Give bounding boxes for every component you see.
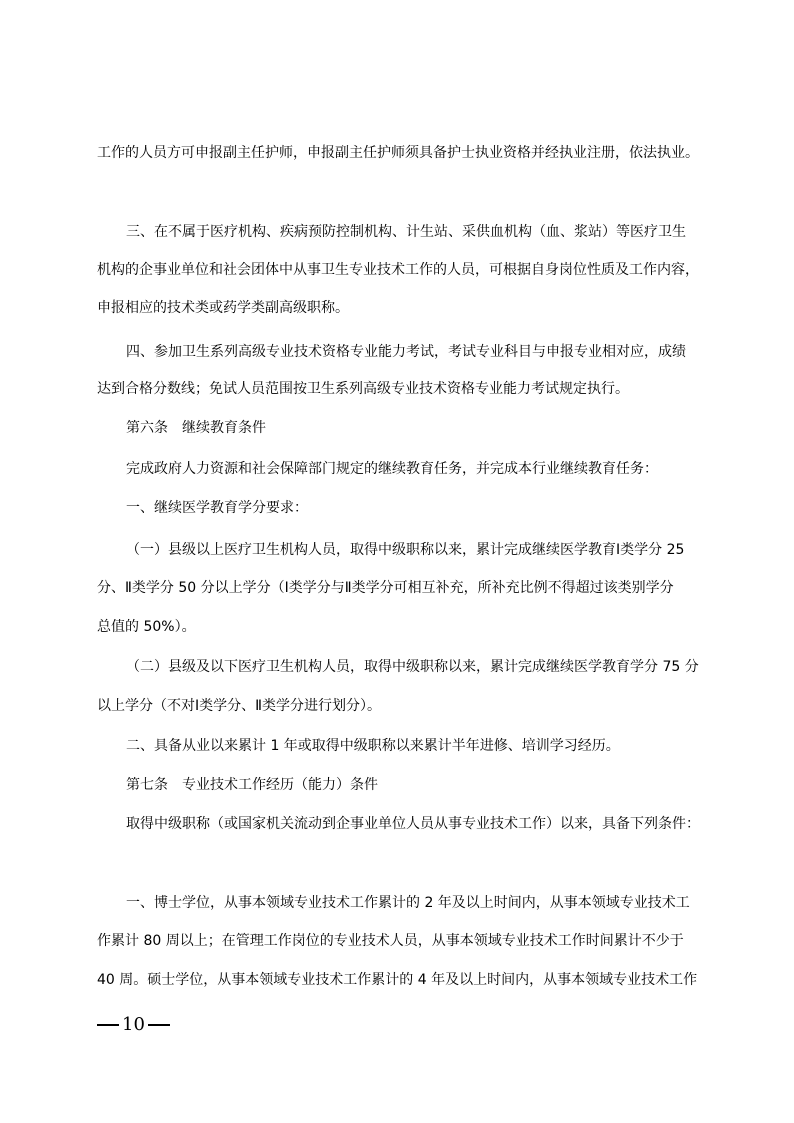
paragraph-line: 一、博士学位，从事本领域专业技术工作累计的 2 年及以上时间内，从事本领域专业技术工 [126, 895, 690, 911]
section-heading: 第六条 继续教育条件 [126, 420, 266, 436]
paragraph-line: 取得中级职称（或国家机关流动到企事业单位人员从事专业技术工作）以来，具备下列条件： [126, 816, 700, 832]
paragraph-line: （一）县级以上医疗卫生机构人员，取得中级职称以来，累计完成继续医学教育Ⅰ类学分 25 [126, 542, 685, 558]
page-number-value: 10 [122, 1014, 145, 1035]
paragraph-line: 以上学分（不对Ⅰ类学分、Ⅱ类学分进行划分）。 [97, 698, 382, 714]
paragraph-line: 三、在不属于医疗机构、疾病预防控制机构、计生站、采供血机构（血、浆站）等医疗卫生 [126, 224, 686, 240]
paragraph-line: 作累计 80 周以上；在管理工作岗位的专业技术人员，从事本领域专业技术工作时间累计不少于 [97, 933, 684, 949]
paragraph-line: 一、继续医学教育学分要求： [126, 500, 308, 516]
paragraph-line: 申报相应的技术类或药学类副高级职称。 [97, 300, 349, 316]
page-number-dash-right [148, 1024, 170, 1026]
paragraph-line: 完成政府人力资源和社会保障部门规定的继续教育任务，并完成本行业继续教育任务： [126, 461, 658, 477]
paragraph-line: （二）县级及以下医疗卫生机构人员，取得中级职称以来，累计完成继续医学教育学分 75 分 [126, 659, 699, 675]
paragraph-line: 分、Ⅱ类学分 50 分以上学分（Ⅰ类学分与Ⅱ类学分可相互补充，所补充比例不得超过该类别学分 [97, 580, 674, 596]
page-number-dash-left [97, 1024, 119, 1026]
paragraph-line: 40 周。硕士学位，从事本领域专业技术工作累计的 4 年及以上时间内，从事本领域专业技术工作 [97, 972, 698, 988]
paragraph-line: 四、参加卫生系列高级专业技术资格专业能力考试，考试专业科目与申报专业相对应，成绩 [126, 344, 686, 360]
paragraph-line: 机构的企事业单位和社会团体中从事卫生专业技术工作的人员，可根据自身岗位性质及工作内容， [97, 262, 699, 278]
section-heading: 第七条 专业技术工作经历（能力）条件 [126, 777, 378, 793]
page-number [97, 1013, 170, 1037]
paragraph-line: 工作的人员方可申报副主任护师，申报副主任护师须具备护士执业资格并经执业注册，依法执业。 [97, 145, 699, 161]
paragraph-line: 总值的 50%）。 [97, 619, 196, 635]
paragraph-line: 二、具备从业以来累计 1 年或取得中级职称以来累计半年进修、培训学习经历。 [126, 738, 620, 754]
paragraph-line: 达到合格分数线；免试人员范围按卫生系列高级专业技术资格专业能力考试规定执行。 [97, 381, 629, 397]
